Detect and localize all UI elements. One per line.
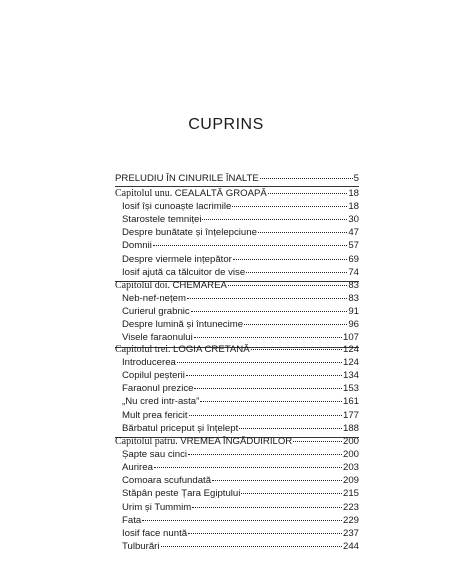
leader-dots <box>241 493 342 494</box>
toc-entry-label: Copilul peșterii <box>122 370 185 382</box>
toc-entry[interactable] <box>115 306 359 318</box>
toc-chapter-label: Capitolul doi. CHEMAREA <box>115 280 227 291</box>
leader-dots <box>246 272 347 273</box>
toc-entry-page: 30 <box>348 214 359 226</box>
leader-dots <box>191 311 348 312</box>
toc-entry-page: 124 <box>342 344 359 355</box>
leader-dots <box>251 349 342 350</box>
toc-entry-label: Urim și Tummim <box>122 501 192 513</box>
leader-dots <box>212 480 342 481</box>
toc-entry[interactable] <box>115 357 359 369</box>
toc-chapter-3[interactable] <box>115 344 359 356</box>
toc-entry-page: 215 <box>342 488 359 500</box>
toc-entry-page: 188 <box>342 422 359 434</box>
toc-entry-page: 244 <box>342 540 359 552</box>
toc-entry-page: 209 <box>342 475 359 487</box>
leader-dots <box>239 428 342 429</box>
page-title: CUPRINS <box>188 116 264 133</box>
toc-entry-label: Faraonul prezice <box>122 383 194 395</box>
toc-entry[interactable] <box>115 240 359 252</box>
toc-entry-label: Aurirea <box>122 462 153 474</box>
toc-entry-page: 5 <box>353 173 359 184</box>
toc-entry-label: Iosif ajută ca tălcuitor de vise <box>122 266 246 278</box>
leader-dots <box>194 337 342 338</box>
toc-entry-label: Stăpân peste Țara Egiptului <box>122 488 241 500</box>
toc-entry-label: Mult prea fericit <box>122 409 188 421</box>
leader-dots <box>200 401 342 402</box>
toc-entry-label: Bărbatul priceput și înțelept <box>122 422 239 434</box>
toc-entry[interactable] <box>115 528 359 540</box>
leader-dots <box>202 219 347 220</box>
toc-entry-page: 83 <box>348 293 359 305</box>
toc-entry-page: 91 <box>348 306 359 318</box>
toc-chapter-4[interactable] <box>115 436 359 448</box>
toc-entry-label: Domnii <box>122 240 152 252</box>
toc-entry[interactable] <box>115 475 359 487</box>
toc-chapter-label: Capitolul patru. VREMEA ÎNGĂDUIRILOR <box>115 436 293 447</box>
toc-entry[interactable] <box>115 502 359 514</box>
toc-entry[interactable] <box>115 267 359 279</box>
toc-entry-page: 223 <box>342 501 359 513</box>
toc-entry-page: 18 <box>348 201 359 213</box>
toc-entry[interactable] <box>115 227 359 239</box>
toc-entry-page: 229 <box>342 514 359 526</box>
toc-entry[interactable] <box>115 201 359 213</box>
toc-entry-label: Starostele temniței <box>122 214 202 226</box>
toc-entry[interactable] <box>115 383 359 395</box>
toc-entry-label: Fata <box>122 514 142 526</box>
toc-entry[interactable] <box>115 449 359 461</box>
toc-entry-page: 161 <box>342 396 359 408</box>
toc-chapter-label: Capitolul trei. LOGIA CRETANĂ <box>115 344 250 355</box>
toc-entry-prelude[interactable] <box>115 173 359 185</box>
toc-entry[interactable] <box>115 254 359 266</box>
toc-entry-label: PRELUDIU ÎN CINURILE ÎNALTE <box>115 173 259 184</box>
toc-entry-label: Șapte sau cinci <box>122 449 188 461</box>
toc-entry-page: 107 <box>342 332 359 344</box>
toc-entry-page: 74 <box>348 266 359 278</box>
leader-dots <box>189 415 342 416</box>
toc-entry[interactable] <box>115 541 359 553</box>
toc-entry-page: 153 <box>342 383 359 395</box>
leader-dots <box>154 467 342 468</box>
toc-chapter-1[interactable] <box>115 188 359 200</box>
leader-dots <box>187 298 347 299</box>
leader-dots <box>177 362 342 363</box>
toc-entry-label: Comoara scufundată <box>122 475 212 487</box>
toc-entry[interactable] <box>115 423 359 435</box>
toc-entry[interactable] <box>115 332 359 344</box>
toc-entry-label: Iosif își cunoaște lacrimile <box>122 201 232 213</box>
leader-dots <box>293 441 342 442</box>
divider <box>115 186 359 187</box>
toc-entry[interactable] <box>115 410 359 422</box>
toc-entry-label: Iosif face nuntă <box>122 527 188 539</box>
toc-entry-page: 134 <box>342 370 359 382</box>
toc-entry-page: 18 <box>348 188 359 199</box>
leader-dots <box>258 232 347 233</box>
leader-dots <box>188 454 342 455</box>
toc-entry-label: Despre bunătate și înțelepciune <box>122 227 257 239</box>
leader-dots <box>268 193 348 194</box>
toc-entry-page: 177 <box>342 409 359 421</box>
leader-dots <box>228 285 347 286</box>
toc-entry-label: Curierul grabnic <box>122 306 190 318</box>
toc-entry[interactable] <box>115 214 359 226</box>
toc-entry-page: 57 <box>348 240 359 252</box>
leader-dots <box>194 388 342 389</box>
leader-dots <box>188 533 342 534</box>
toc-entry-page: 96 <box>348 319 359 331</box>
toc-entry-page: 203 <box>342 462 359 474</box>
toc-entry-label: Despre viermele ințepător <box>122 253 232 265</box>
toc-entry-page: 124 <box>342 357 359 369</box>
toc-entry-label: „Nu cred intr-asta” <box>122 396 200 408</box>
leader-dots <box>192 507 342 508</box>
toc-chapter-2[interactable] <box>115 280 359 292</box>
toc-entry-page: 69 <box>348 253 359 265</box>
toc-entry-label: Tulburări <box>122 540 160 552</box>
toc-entry-label: Visele faraonului <box>122 332 193 344</box>
leader-dots <box>186 375 342 376</box>
toc-entry[interactable] <box>115 515 359 527</box>
toc-entry[interactable] <box>115 488 359 500</box>
leader-dots <box>161 546 342 547</box>
leader-dots <box>260 178 353 179</box>
toc-chapter-label: Capitolul unu. CEALALTĂ GROAPĂ <box>115 188 267 199</box>
leader-dots <box>233 259 347 260</box>
toc-entry-page: 83 <box>348 280 359 291</box>
toc-entry-label: Despre lumină și întunecime <box>122 319 244 331</box>
toc-entry-page: 200 <box>342 436 359 447</box>
leader-dots <box>232 206 347 207</box>
toc-entry-label: Neb-nef-nețem <box>122 293 186 305</box>
toc-entry-page: 47 <box>348 227 359 239</box>
toc-entry[interactable] <box>115 462 359 474</box>
toc-entry[interactable] <box>115 293 359 305</box>
toc-entry-page: 237 <box>342 527 359 539</box>
leader-dots <box>244 324 347 325</box>
toc-entry-label: Introducerea <box>122 357 176 369</box>
leader-dots <box>153 245 347 246</box>
toc-entry[interactable] <box>115 370 359 382</box>
leader-dots <box>142 520 342 521</box>
toc-entry[interactable] <box>115 319 359 331</box>
toc-entry-page: 200 <box>342 449 359 461</box>
toc-entry[interactable] <box>115 396 359 408</box>
